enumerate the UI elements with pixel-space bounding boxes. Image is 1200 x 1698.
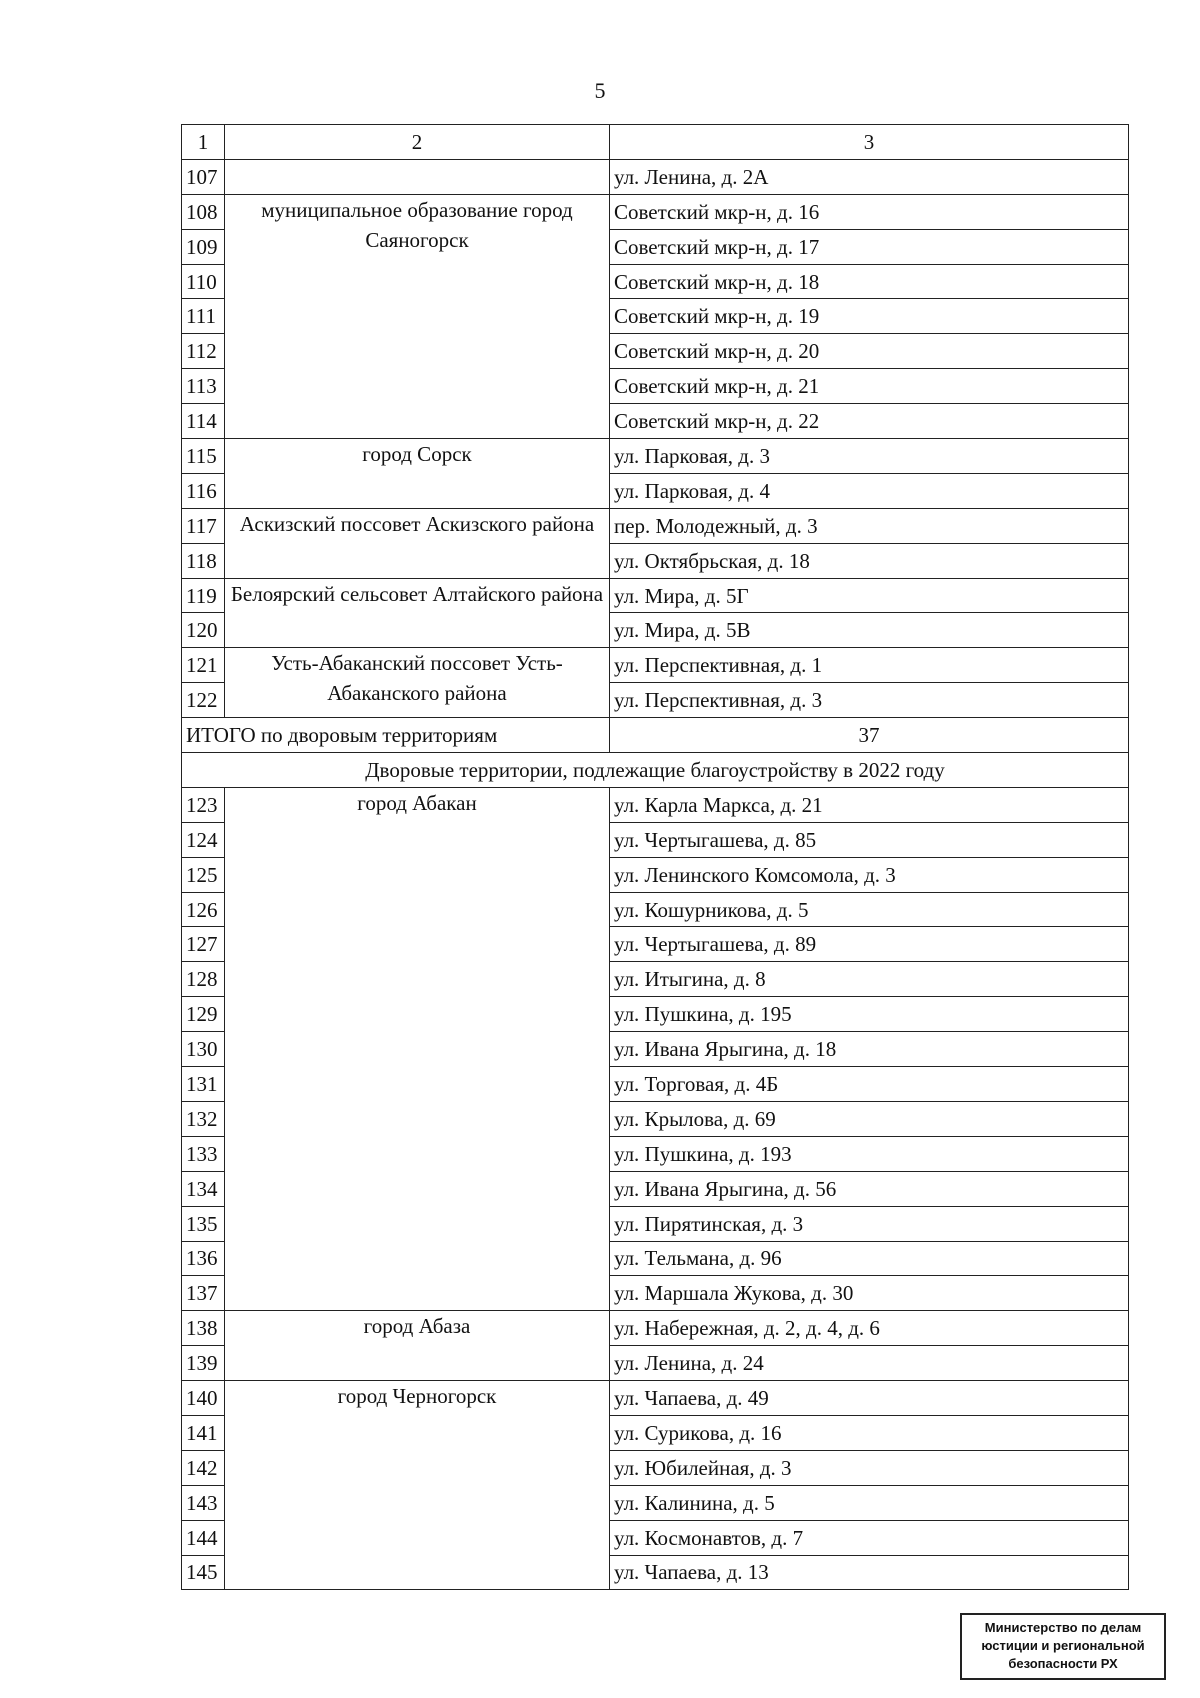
municipality-name (225, 159, 610, 194)
row-number: 125 (182, 857, 225, 892)
row-number: 115 (182, 439, 225, 474)
address-cell: Советский мкр-н, д. 21 (610, 369, 1129, 404)
address-cell: ул. Ленина, д. 2А (610, 159, 1129, 194)
stamp-line: юстиции и региональной (981, 1638, 1145, 1653)
address-cell: ул. Юбилейная, д. 3 (610, 1450, 1129, 1485)
address-cell: пер. Молодежный, д. 3 (610, 508, 1129, 543)
table-row (182, 159, 1129, 194)
row-number: 141 (182, 1415, 225, 1450)
row-number: 123 (182, 787, 225, 822)
address-cell: ул. Кошурникова, д. 5 (610, 892, 1129, 927)
row-number: 124 (182, 822, 225, 857)
address-cell: ул. Калинина, д. 5 (610, 1485, 1129, 1520)
address-cell: ул. Торговая, д. 4Б (610, 1067, 1129, 1102)
table-row (182, 508, 1129, 543)
municipality-name: город Черногорск (225, 1381, 610, 1590)
row-number: 128 (182, 962, 225, 997)
table-row (182, 787, 1129, 822)
municipality-name: город Абаза (225, 1311, 610, 1381)
address-cell: ул. Крылова, д. 69 (610, 1101, 1129, 1136)
municipality-name: город Абакан (225, 787, 610, 1310)
municipality-name: город Сорск (225, 439, 610, 509)
row-number: 129 (182, 997, 225, 1032)
address-cell: Советский мкр-н, д. 16 (610, 194, 1129, 229)
row-number: 134 (182, 1171, 225, 1206)
table-row (182, 1311, 1129, 1346)
address-cell: ул. Пушкина, д. 193 (610, 1136, 1129, 1171)
address-cell: ул. Октябрьская, д. 18 (610, 543, 1129, 578)
row-number: 132 (182, 1101, 225, 1136)
address-cell: ул. Итыгина, д. 8 (610, 962, 1129, 997)
row-number: 145 (182, 1555, 225, 1590)
address-cell: ул. Ленина, д. 24 (610, 1346, 1129, 1381)
total-value: 37 (610, 718, 1129, 753)
table-row (182, 648, 1129, 683)
table-row (182, 439, 1129, 474)
row-number: 135 (182, 1206, 225, 1241)
page-number: 5 (594, 78, 606, 103)
address-cell: ул. Сурикова, д. 16 (610, 1415, 1129, 1450)
row-number: 121 (182, 648, 225, 683)
address-cell: Советский мкр-н, д. 17 (610, 229, 1129, 264)
municipality-name: муниципальное образование город Саяногорск (225, 194, 610, 438)
row-number: 108 (182, 194, 225, 229)
address-cell: ул. Мира, д. 5Г (610, 578, 1129, 613)
address-cell: Советский мкр-н, д. 18 (610, 264, 1129, 299)
row-number: 126 (182, 892, 225, 927)
municipality-name: Белоярский сельсовет Алтайского района (225, 578, 610, 648)
row-number: 137 (182, 1276, 225, 1311)
address-cell: ул. Пирятинская, д. 3 (610, 1206, 1129, 1241)
row-number: 127 (182, 927, 225, 962)
header-col2: 2 (225, 125, 610, 160)
row-number: 143 (182, 1485, 225, 1520)
address-cell: ул. Чертыгашева, д. 89 (610, 927, 1129, 962)
table-row (182, 1381, 1129, 1416)
row-number: 112 (182, 334, 225, 369)
row-number: 140 (182, 1381, 225, 1416)
row-number: 133 (182, 1136, 225, 1171)
row-number: 136 (182, 1241, 225, 1276)
row-number: 144 (182, 1520, 225, 1555)
stamp-line: безопасности РХ (1008, 1656, 1118, 1671)
territory-table (181, 124, 1129, 1590)
ministry-stamp (960, 1613, 1166, 1680)
row-number: 114 (182, 404, 225, 439)
row-number: 110 (182, 264, 225, 299)
row-number: 138 (182, 1311, 225, 1346)
address-cell: ул. Тельмана, д. 96 (610, 1241, 1129, 1276)
row-number: 130 (182, 1032, 225, 1067)
table-header-row (182, 125, 1129, 160)
address-cell: ул. Чапаева, д. 49 (610, 1381, 1129, 1416)
row-number: 109 (182, 229, 225, 264)
total-label: ИТОГО по дворовым территориям (182, 718, 610, 753)
row-number: 107 (182, 159, 225, 194)
address-cell: Советский мкр-н, д. 22 (610, 404, 1129, 439)
address-cell: ул. Маршала Жукова, д. 30 (610, 1276, 1129, 1311)
address-cell: ул. Чапаева, д. 13 (610, 1555, 1129, 1590)
address-cell: ул. Парковая, д. 4 (610, 473, 1129, 508)
row-number: 117 (182, 508, 225, 543)
municipality-name: Усть-Абаканский поссовет Усть-Абаканского района (225, 648, 610, 718)
address-cell: ул. Ивана Ярыгина, д. 18 (610, 1032, 1129, 1067)
address-cell: ул. Ленинского Комсомола, д. 3 (610, 857, 1129, 892)
row-number: 139 (182, 1346, 225, 1381)
row-number: 118 (182, 543, 225, 578)
address-cell: Советский мкр-н, д. 20 (610, 334, 1129, 369)
address-cell: ул. Чертыгашева, д. 85 (610, 822, 1129, 857)
row-number: 142 (182, 1450, 225, 1485)
address-cell: Советский мкр-н, д. 19 (610, 299, 1129, 334)
municipality-name: Аскизский поссовет Аскизского района (225, 508, 610, 578)
address-cell: ул. Пушкина, д. 195 (610, 997, 1129, 1032)
section-row (182, 753, 1129, 788)
address-cell: ул. Мира, д. 5В (610, 613, 1129, 648)
header-col3: 3 (610, 125, 1129, 160)
total-row (182, 718, 1129, 753)
row-number: 122 (182, 683, 225, 718)
address-cell: ул. Набережная, д. 2, д. 4, д. 6 (610, 1311, 1129, 1346)
row-number: 131 (182, 1067, 225, 1102)
address-cell: ул. Парковая, д. 3 (610, 439, 1129, 474)
address-cell: ул. Космонавтов, д. 7 (610, 1520, 1129, 1555)
table-row (182, 194, 1129, 229)
section-title: Дворовые территории, подлежащие благоустройству в 2022 году (182, 753, 1129, 788)
row-number: 111 (182, 299, 225, 334)
row-number: 119 (182, 578, 225, 613)
address-cell: ул. Карла Маркса, д. 21 (610, 787, 1129, 822)
header-col1: 1 (182, 125, 225, 160)
row-number: 120 (182, 613, 225, 648)
address-cell: ул. Перспективная, д. 3 (610, 683, 1129, 718)
stamp-line: Министерство по делам (984, 1620, 1142, 1635)
row-number: 113 (182, 369, 225, 404)
table-row (182, 578, 1129, 613)
address-cell: ул. Ивана Ярыгина, д. 56 (610, 1171, 1129, 1206)
row-number: 116 (182, 473, 225, 508)
address-cell: ул. Перспективная, д. 1 (610, 648, 1129, 683)
